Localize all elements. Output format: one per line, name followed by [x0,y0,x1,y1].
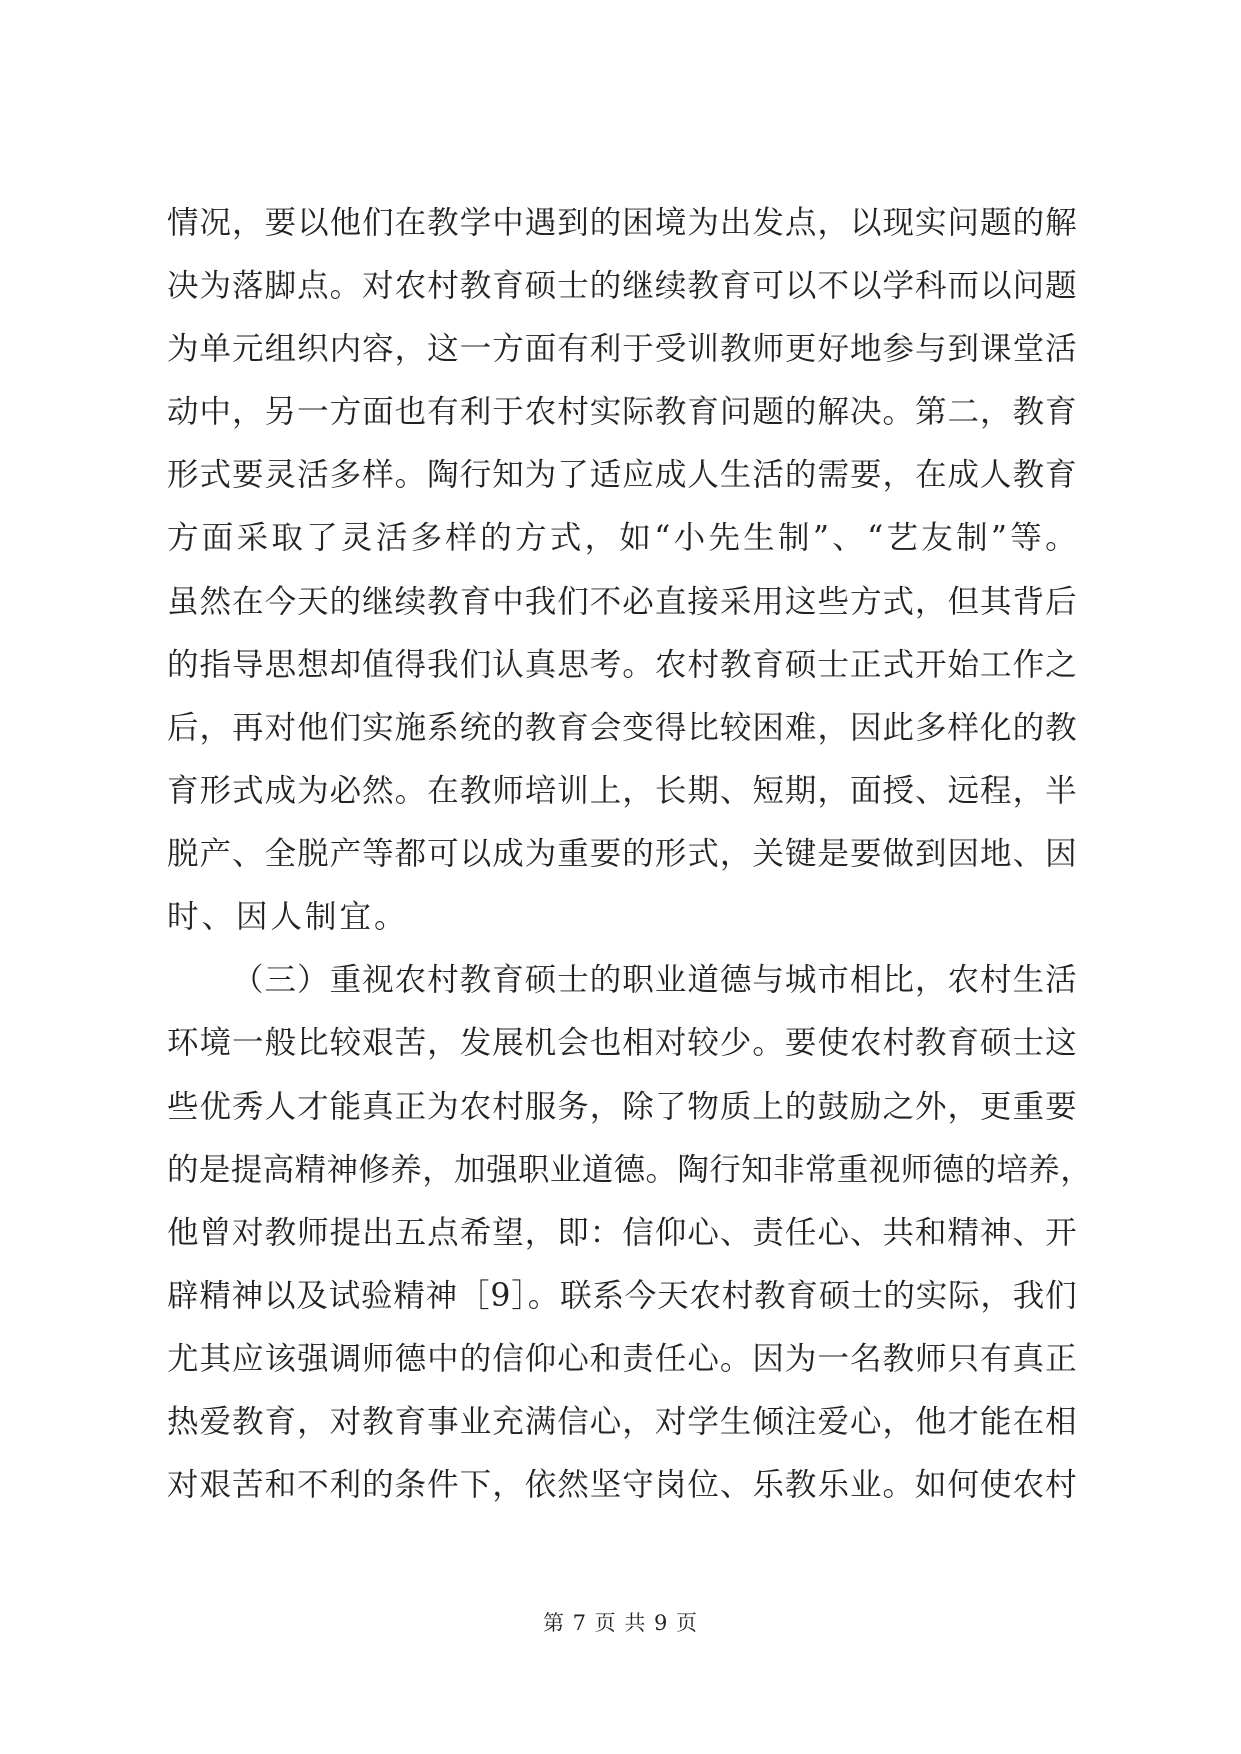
body-text-line: 为单元组织内容，这一方面有利于受训教师更好地参与到课堂活 [167,331,1077,367]
body-text-line: 形式要灵活多样。陶行知为了适应成人生活的需要，在成人教育 [167,457,1077,493]
body-text-line: 尤其应该强调师德中的信仰心和责任心。因为一名教师只有真正 [167,1341,1077,1377]
body-text-line: 育形式成为必然。在教师培训上，长期、短期，面授、远程，半 [167,773,1077,809]
section-heading-line: （三）重视农村教育硕士的职业道德与城市相比，农村生活 [232,962,1077,998]
body-text-line: 辟精神以及试验精神［9］。联系今天农村教育硕士的实际，我们 [167,1278,1077,1314]
body-text-line: 他曾对教师提出五点希望，即：信仰心、责任心、共和精神、开 [167,1215,1077,1251]
body-text-line: 脱产、全脱产等都可以成为重要的形式，关键是要做到因地、因 [167,836,1077,872]
page-number-footer: 第 7 页 共 9 页 [542,1611,699,1635]
body-text-line: 时、因人制宜。 [167,899,409,935]
body-text-line: 的指导思想却值得我们认真思考。农村教育硕士正式开始工作之 [167,647,1077,683]
body-text-line: 对艰苦和不利的条件下，依然坚守岗位、乐教乐业。如何使农村 [167,1467,1077,1503]
body-text-line: 动中，另一方面也有利于农村实际教育问题的解决。第二，教育 [167,394,1077,430]
body-text-line: 情况，要以他们在教学中遇到的困境为出发点，以现实问题的解 [167,205,1077,241]
body-text-line: 的是提高精神修养，加强职业道德。陶行知非常重视师德的培养， [167,1152,1093,1188]
body-text-line: 环境一般比较艰苦，发展机会也相对较少。要使农村教育硕士这 [167,1025,1077,1061]
body-text-line: 决为落脚点。对农村教育硕士的继续教育可以不以学科而以问题 [167,268,1077,304]
body-text-line: 虽然在今天的继续教育中我们不必直接采用这些方式，但其背后 [167,584,1077,620]
body-text-line: 后，再对他们实施系统的教育会变得比较困难，因此多样化的教 [167,710,1077,746]
body-text-line: 些优秀人才能真正为农村服务，除了物质上的鼓励之外，更重要 [167,1089,1077,1125]
body-text-line: 热爱教育，对教育事业充满信心，对学生倾注爱心，他才能在相 [167,1404,1077,1440]
body-text-line: 方面采取了灵活多样的方式，如“小先生制”、“艺友制”等。 [167,520,1077,556]
